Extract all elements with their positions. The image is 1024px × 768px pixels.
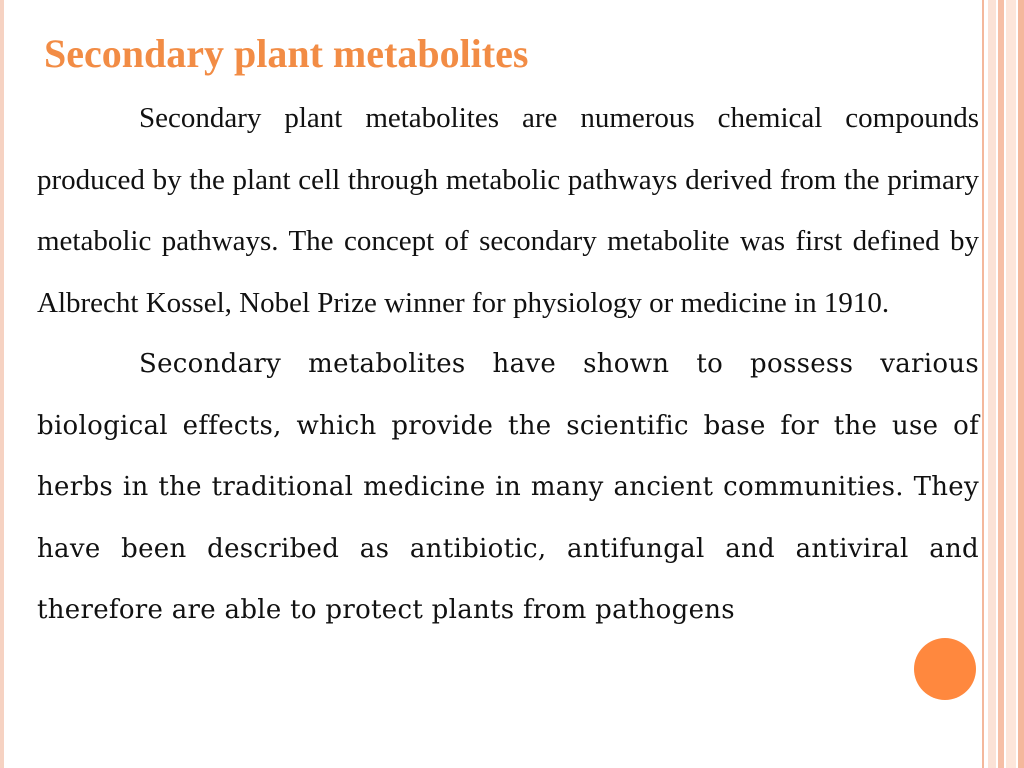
border-stripe (998, 0, 1004, 768)
paragraph-definition: Secondary plant metabolites are numerous chemical compounds produced by the plant cell through metabolic pathways derived from the primary metabolic pathways. The concept of secondary metabolite was first defined by Albrecht Kossel, Nobel Prize winner for physiology or medicine in 1910. (37, 102, 979, 319)
slide-body (37, 88, 979, 642)
laser-pointer-dot (914, 638, 976, 700)
border-stripe (982, 0, 984, 768)
right-border-decoration (982, 0, 1024, 768)
slide-title: Secondary plant metabolites (44, 31, 529, 76)
paragraph-effects: Secondary metabolites have shown to possess various biological effects, which provide the scientific base for the use of herbs in the traditional medicine in many ancient communities. They have been described as antibiotic, antifungal and antiviral and therefore are able to protect plants from pathogens (37, 349, 979, 625)
border-stripe (1018, 0, 1024, 768)
border-stripe (988, 0, 996, 768)
left-border-decoration (0, 0, 4, 768)
border-stripe (1006, 0, 1016, 768)
